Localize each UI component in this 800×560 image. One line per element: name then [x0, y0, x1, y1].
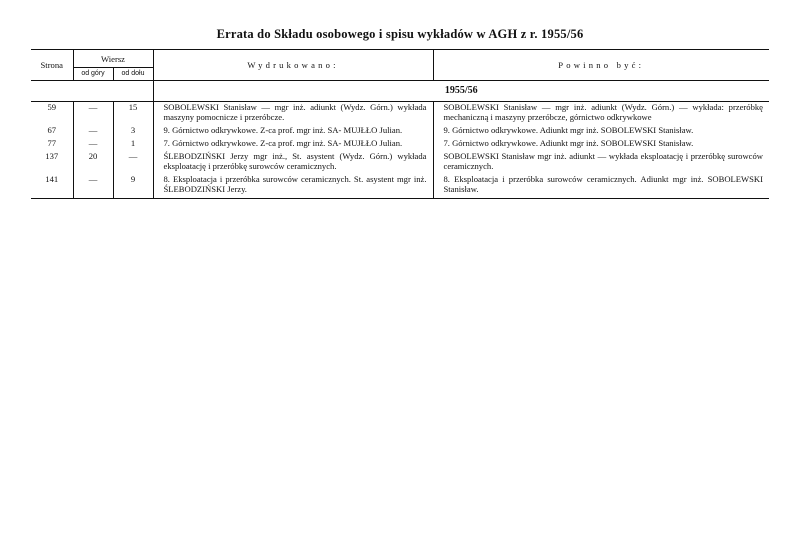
cell-wydrukowano: SOBOLEWSKI Stanisław — mgr inż. adiunkt (Wydz. Górn.) wykłada maszyny pomocnicze i przeróbcze. [153, 102, 433, 126]
cell-strona: 137 [31, 151, 73, 174]
table-row [31, 138, 769, 151]
header-row [31, 50, 769, 68]
cell-powinno-byc: SOBOLEWSKI Stanisław — mgr inż. adiunkt (Wydz. Górn.) — wykłada: przeróbkę mechaniczną i maszyny przeróbcze, górnictwo odkrywkowe [443, 102, 763, 122]
page-title: Errata do Składu osobowego i spisu wykładów w AGH z r. 1955/56 [216, 27, 584, 41]
year-row-blank [31, 81, 153, 102]
cell-od-dolu: — [113, 151, 153, 174]
cell-od-gory: 20 [73, 151, 113, 174]
table-row [31, 125, 769, 138]
column-header-wiersz: Wiersz [73, 50, 153, 68]
cell-od-gory: — [73, 174, 113, 199]
cell-powinno-byc: 9. Górnictwo odkrywkowe. Adiunkt mgr inż. SOBOLEWSKI Stanisław. [443, 125, 694, 135]
cell-od-dolu: 9 [113, 174, 153, 199]
cell-strona: 59 [31, 102, 73, 126]
year-label: 1955/56 [153, 81, 769, 102]
column-header-strona: Strona [31, 50, 73, 81]
cell-od-gory: — [73, 138, 113, 151]
column-header-od-dolu: od dołu [113, 68, 153, 81]
cell-powinno-byc: 7. Górnictwo odkrywkowe. Adiunkt mgr inż. SOBOLEWSKI Stanisław. [443, 138, 694, 148]
cell-strona: 77 [31, 138, 73, 151]
cell-powinno-byc: SOBOLEWSKI Stanisław mgr inż. adiunkt — wykłada eksploatację i przeróbkę surowców ceramicznych. [443, 151, 763, 171]
cell-wydrukowano: 8. Eksploatacja i przeróbka surowców ceramicznych. St. asystent mgr inż. ŚLEBODZIŃSKI Jerzy. [153, 174, 433, 199]
cell-wydrukowano: ŚLEBODZIŃSKI Jerzy mgr inż., St. asystent (Wydz. Górn.) wykłada eksploatację i przeróbkę surowców ceramicznych. [153, 151, 433, 174]
column-header-od-gory: od góry [73, 68, 113, 81]
cell-wydrukowano: 9. Górnictwo odkrywkowe. Z-ca prof. mgr inż. SA- MUJŁŁO Julian. [153, 125, 433, 138]
cell-od-dolu: 15 [113, 102, 153, 126]
cell-strona: 67 [31, 125, 73, 138]
table-row [31, 174, 769, 199]
cell-wydrukowano: 7. Górnictwo odkrywkowe. Z-ca prof. mgr inż. SA- MUJŁŁO Julian. [153, 138, 433, 151]
column-header-powinno-byc: Powinno być: [433, 50, 769, 81]
table-row [31, 102, 769, 126]
column-header-wydrukowano: Wydrukowano: [153, 50, 433, 81]
table-row [31, 151, 769, 174]
cell-strona: 141 [31, 174, 73, 199]
errata-table [31, 49, 769, 199]
year-row [31, 81, 769, 102]
cell-od-gory: — [73, 102, 113, 126]
cell-od-dolu: 3 [113, 125, 153, 138]
cell-od-gory: — [73, 125, 113, 138]
cell-powinno-byc: 8. Eksploatacja i przeróbka surowców ceramicznych. Adiunkt mgr inż. SOBOLEWSKI Stanisław. [433, 174, 769, 199]
cell-od-dolu: 1 [113, 138, 153, 151]
